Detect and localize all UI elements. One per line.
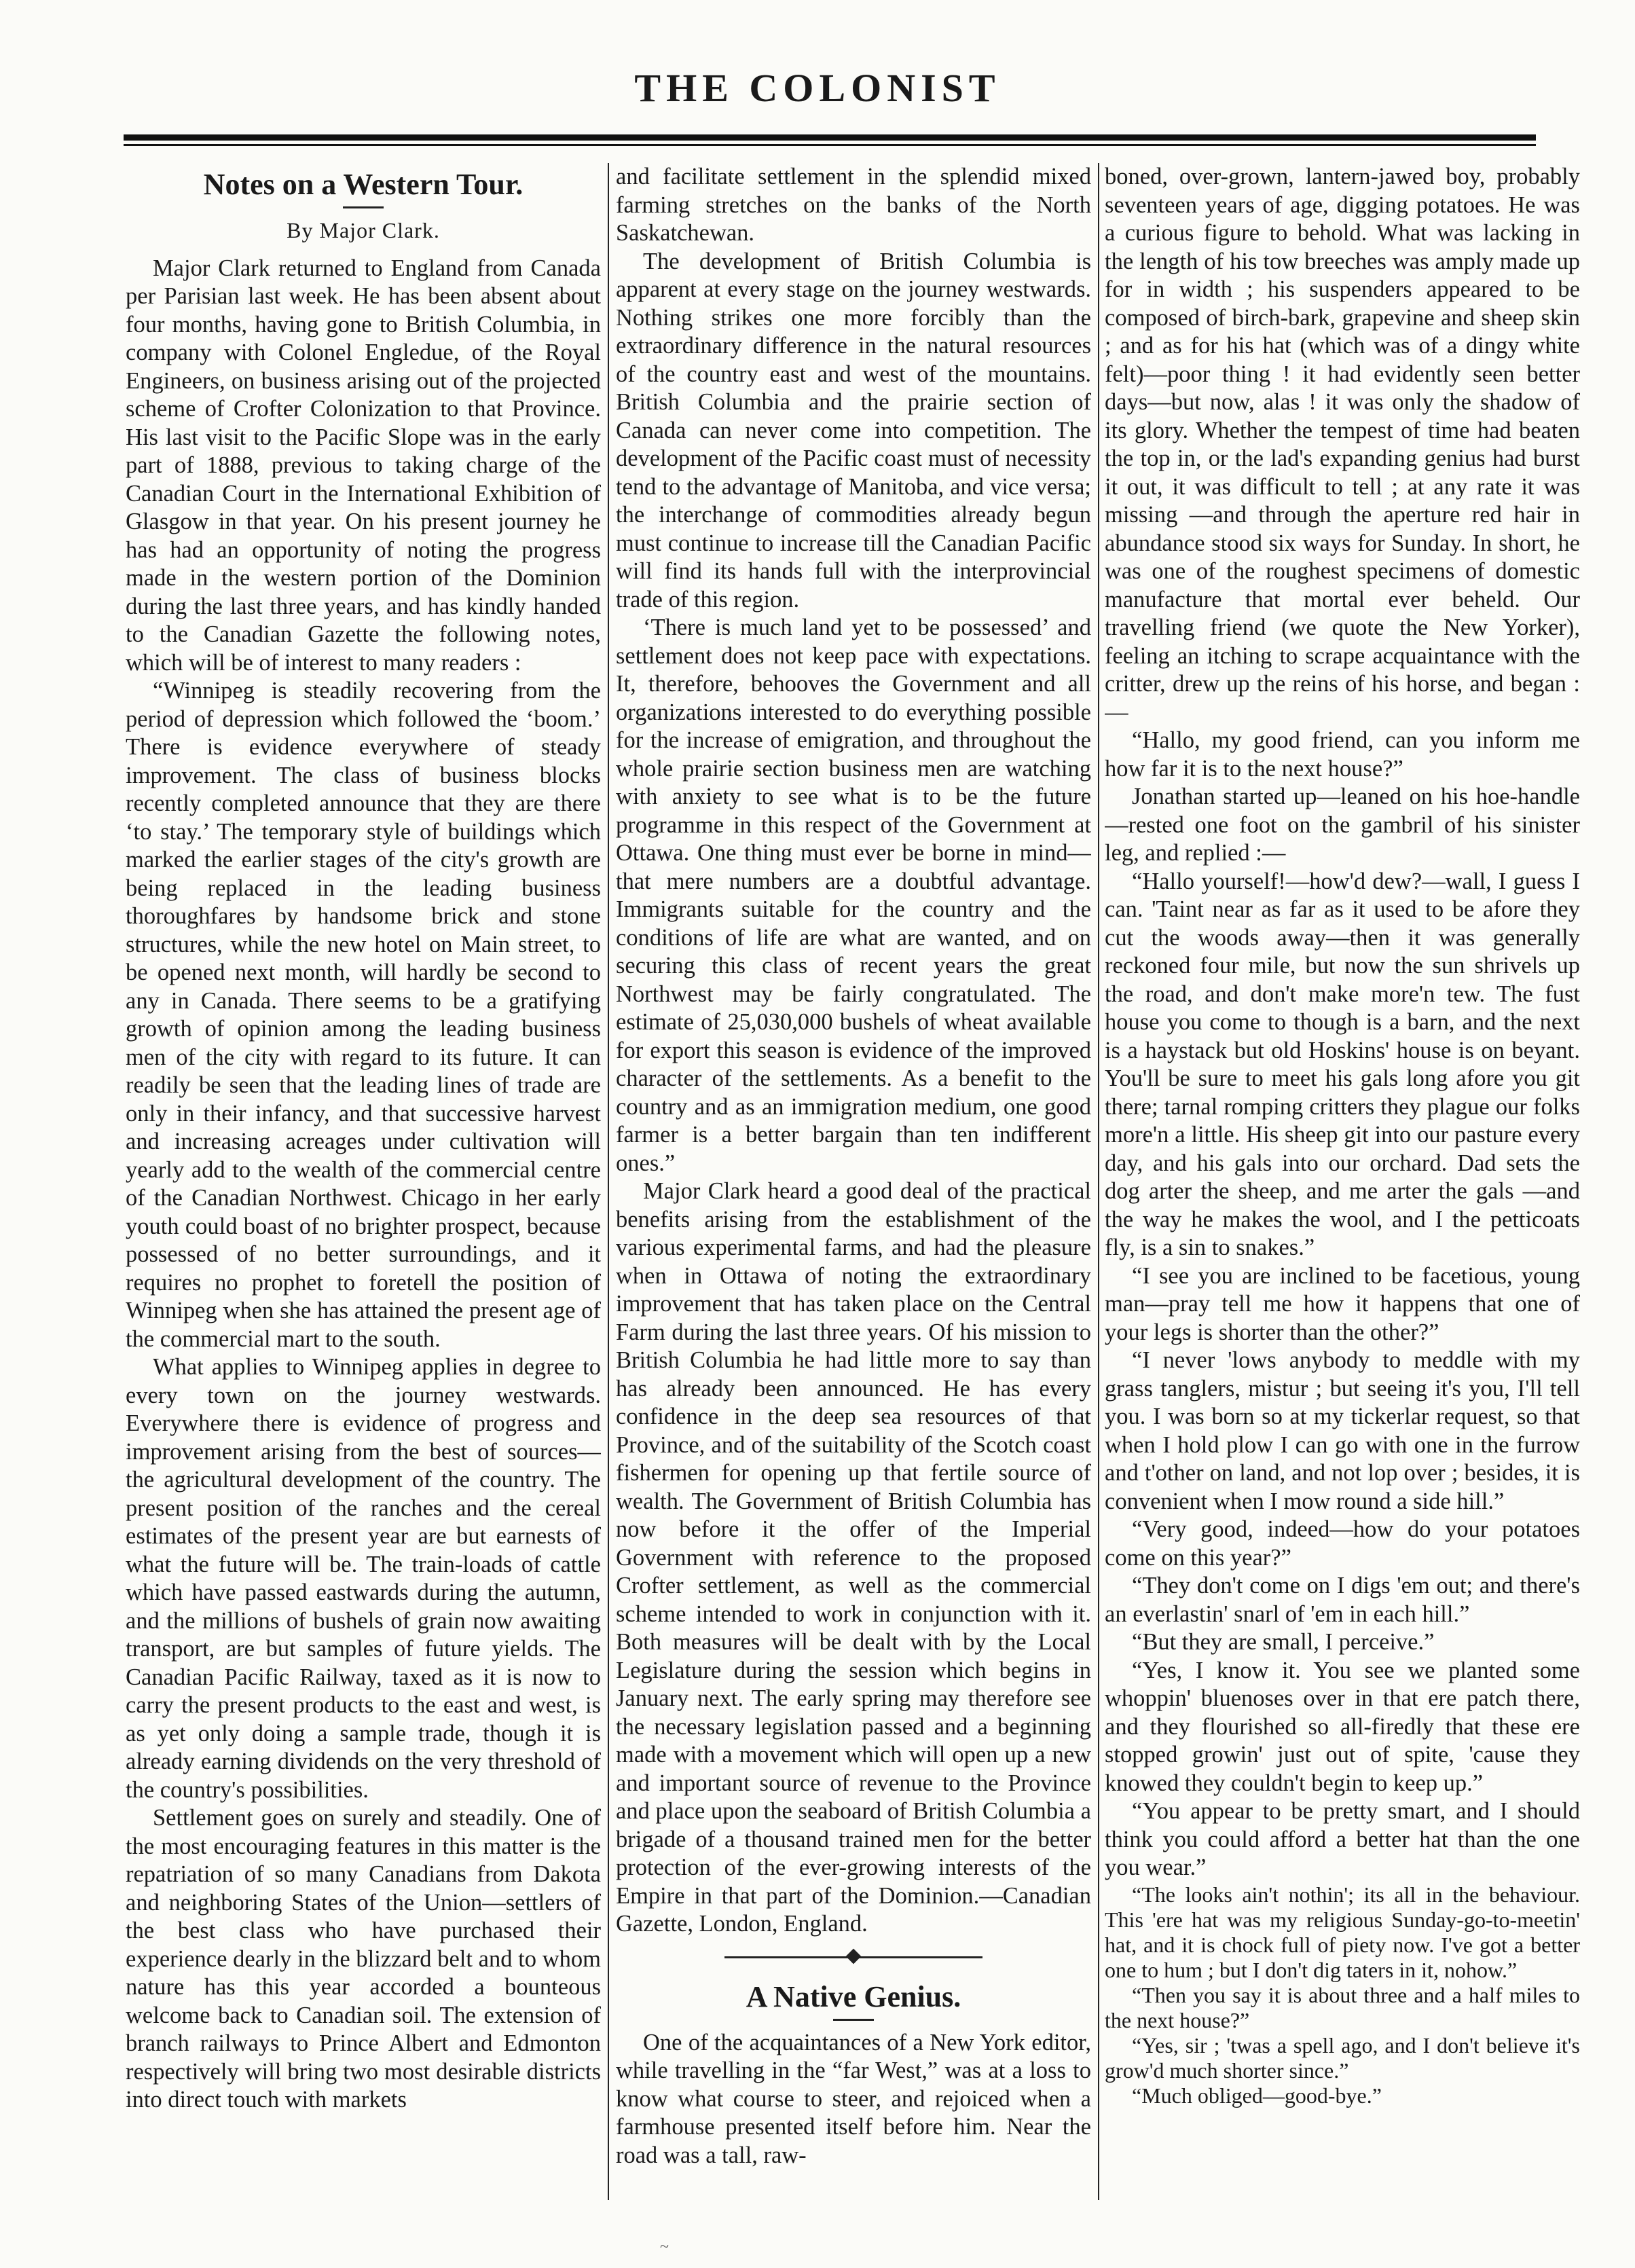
article-paragraph: Jonathan started up—leaned on his hoe-handle—rested one foot on the gambril of his sinister leg, and replied :—: [1105, 784, 1580, 866]
article-headline: A Native Genius.: [746, 1979, 961, 2013]
article-paragraph: “But they are small, I perceive.”: [1132, 1629, 1435, 1655]
article-paragraph: One of the acquaintances of a New York editor, while travelling in the “far West,” was at a loss to know what course to steer, and rejoiced when a farmhouse presented itself before him. Near the road was a tall, raw-: [616, 2029, 1091, 2168]
article-paragraph: “You appear to be pretty smart, and I should think you could afford a better hat than the one you wear.”: [1105, 1798, 1580, 1880]
article-paragraph: Major Clark returned to England from Canada per Parisian last week. He has been absent about four months, having gone to British Columbia, in company with Colonel Engledue, of the Royal Engineers, on business arising out of the projected scheme of Crofter Colonization to that Province. His last visit to the Pacific Slope was in the early part of 1888, previous to taking charge of the Canadian Court in the International Exhibition of Glasgow in that year. On his present journey he has had an opportunity of noting the progress made in the western portion of the Dominion during the last three years, and has kindly handed to the Canadian Gazette the following notes, which will be of interest to many readers :: [126, 255, 601, 676]
footer-mark: ~: [660, 2238, 669, 2256]
article-separator: [616, 1948, 1091, 1967]
article-paragraph: ‘There is much land yet to be possessed’ and settlement does not keep pace with expectations. It, therefore, behooves the Government and all organizations interested to do everything possible for the increase of emigration, and throughout the whole prairie section business men are watching with anxiety to see what is to be the future programme in this respect of the Government at Ottawa. One thing must ever be borne in mind—that mere numbers are a doubtful advantage. Immigrants suitable for the country and the conditions of life are what are wanted, and on securing this class of recent years the great Northwest may be fairly congratulated. The estimate of 25,030,000 bushels of wheat available for export this season is evidence of the improved character of the settlements. As a benefit to the country and as an immigration medium, one good farmer is a better bargain than ten indifferent ones.”: [616, 615, 1091, 1176]
masthead-rule-thick: [124, 134, 1536, 141]
article-paragraph: “Very good, indeed—how do your potatoes come on this year?”: [1105, 1516, 1580, 1571]
article-paragraph: “Much obliged—good-bye.”: [1132, 2083, 1382, 2108]
article-byline: By Major Clark.: [287, 218, 440, 242]
article-paragraph: “Yes, I know it. You see we planted some whoppin' bluenoses over in that ere patch there, and they flourished so all-firedly that these ere stopped growin' just out of spite, 'cause they knowed they couldn't begin to keep up.”: [1105, 1657, 1580, 1796]
article-paragraph: “They don't come on I digs 'em out; and there's an everlastin' snarl of 'em in each hill.”: [1105, 1573, 1580, 1627]
column-3: [1105, 163, 1580, 2227]
article-paragraph: “Hallo yourself!—how'd dew?—wall, I guess I can. 'Taint near as far as it used to be afore they cut the woods away—then it was generally reckoned four mile, but now the sun shrivels up the road, and don't make more'n tew. The fust house you come to though is a barn, and the next is a haystack but old Hoskins' house is on beyant. You'll be sure to meet his gals long afore you git there; tarnal romping critters they plague our folks more'n a little. His sheep git into our pasture every day, and his gals into our orchard. Dad sets the dog arter the sheep, and me arter the gals —and the way he makes the wool, and I the petticoats fly, is a sin to snakes.”: [1105, 868, 1580, 1260]
headline-rule: [343, 206, 384, 208]
article-paragraph: boned, over-grown, lantern-jawed boy, probably seventeen years of age, digging potatoes. He was a curious figure to behold. What was lacking in the length of his tow breeches was amply made up for in width ; his suspenders appeared to be composed of birch-bark, grapevine and sheep skin ; and as for his hat (which was of a dingy white felt)—poor thing ! it had evidently seen better days—but now, alas ! it was only the shadow of its glory. Whether the tempest of time had beaten the top in, or the lad's expanding genius had burst it out, it was difficult to tell ; at any rate it was missing —and through the aperture red hair in abundance stood six ways for Sunday. In short, he was one of the roughest specimens of domestic manufacture that mortal ever beheld. Our travelling friend (we quote the New Yorker), feeling an itching to scrape acquaintance with the critter, drew up the reins of his horse, and began :—: [1105, 164, 1580, 725]
article-paragraph: “I never 'lows anybody to meddle with my grass tanglers, mistur ; but seeing it's you, I'll tell you. I was born so at my tickerlar request, so that when I hold plow I can go with one in the furrow and t'other on land, and not lop over ; besides, it is convenient when I mow round a side hill.”: [1105, 1347, 1580, 1514]
column-2: [616, 163, 1091, 2227]
article-paragraph: “Winnipeg is steadily recovering from the period of depression which followed the ‘boom.’ There is evidence everywhere of steady improvement. The class of business blocks recently completed announce that they are there ‘to stay.’ The temporary style of buildings which marked the earlier stages of the city's growth are being replaced in the leading business thoroughfares by handsome brick and stone structures, while the new hotel on Main street, to be opened next month, will hardly be second to any in Canada. There seems to be a gratifying growth of opinion among the leading business men of the city with regard to its future. It can readily be seen that the leading lines of trade are only in their infancy, and that successive harvest and increasing acreages under cultivation will yearly add to the wealth of the commercial centre of the Canadian Northwest. Chicago in her early youth could boast of no brighter prospect, because possessed of no better surroundings, and it requires no prophet to foretell the position of Winnipeg when she has attained the present age of the commercial mart to the south.: [126, 678, 601, 1352]
article-paragraph: What applies to Winnipeg applies in degree to every town on the journey westwards. Everywhere there is evidence of progress and improvement arising from the best of sources—the agricultural development of the country. The present position of the ranches and the cereal estimates of the present year are but earnests of what the future will be. The train-loads of cattle which have passed eastwards during the autumn, and the millions of bushels of grain now awaiting transport, are but samples of future yields. The Canadian Pacific Railway, taxed as it is now to carry the present products to the east and west, is as yet only doing a sample trade, though it is already earning dividends on the very threshold of the country's possibilities.: [126, 1354, 601, 1803]
article-paragraph: “I see you are inclined to be facetious, young man—pray tell me how it happens that one of your legs is shorter than the other?”: [1105, 1262, 1580, 1345]
article-paragraph: Settlement goes on surely and steadily. One of the most encouraging features in this matter is the repatriation of so many Canadians from Dakota and neighboring States of the Union—settlers of the best class who have purchased their experience dearly in the blizzard belt and to whom nature has this year accorded a bounteous welcome back to Canadian soil. The extension of branch railways to Prince Albert and Edmonton respectively will bring two most desirable districts into direct touch with markets: [126, 1805, 601, 2112]
masthead-title: THE COLONIST: [634, 66, 1001, 110]
article-paragraph: “The looks ain't nothin'; its all in the behaviour. This 'ere hat was my religious Sunday-go-to-meetin' hat, and it is chock full of piety now. I've got a better one to hum ; but I don't dig taters in it, nohow.”: [1105, 1882, 1580, 1982]
column-rule-1: [608, 163, 609, 2200]
headline-rule: [833, 2019, 874, 2021]
article-paragraph: “Yes, sir ; 'twas a spell ago, and I don't believe it's grow'd much shorter since.”: [1105, 2032, 1580, 2083]
article-paragraph: The development of British Columbia is apparent at every stage on the journey westwards. Nothing strikes one more forcibly than the extraordinary difference in the natural resources of the country east and west of the mountains. British Columbia and the prairie section of Canada can never come into competition. The development of the Pacific coast must of necessity tend to the advantage of Manitoba, and vice versa; the interchange of commodities already begun must continue to increase till the Canadian Pacific will find its hands full with the interprovincial trade of this region.: [616, 248, 1091, 612]
masthead-rule-thin: [124, 144, 1536, 146]
column-1: [126, 163, 601, 2227]
article-paragraph: “Hallo, my good friend, can you inform me how far it is to the next house?”: [1105, 727, 1580, 782]
article-paragraph: and facilitate settlement in the splendid mixed farming stretches on the banks of the North Saskatchewan.: [616, 164, 1091, 246]
column-rule-2: [1098, 163, 1099, 2200]
article-paragraph: Major Clark heard a good deal of the practical benefits arising from the establishment of the various experimental farms, and had the pleasure when in Ottawa of noting the extraordinary improvement that has taken place on the Central Farm during the last three years. Of his mission to British Columbia he had little more to say than has already been announced. He has every confidence in the deep sea resources of that Province, and of the suitability of the Scotch coast fishermen for opening up that fertile source of wealth. The Government of British Columbia has now before it the offer of the Imperial Government with reference to the proposed Crofter settlement, as well as the commercial scheme intended to work in conjunction with it. Both measures will be dealt with by the Local Legislature during the session which begins in January next. The early spring may therefore see the necessary legislation passed and a beginning made with a movement which will open up a new and important source of revenue to the Province and place upon the seaboard of British Columbia a brigade of a thousand trained men for the better protection of the ever-growing interests of the Empire in that part of the Dominion.—Canadian Gazette, London, England.: [616, 1178, 1091, 1937]
article-headline: Notes on a Western Tour.: [203, 168, 523, 201]
article-paragraph: “Then you say it is about three and a half miles to the next house?”: [1105, 1982, 1580, 2032]
